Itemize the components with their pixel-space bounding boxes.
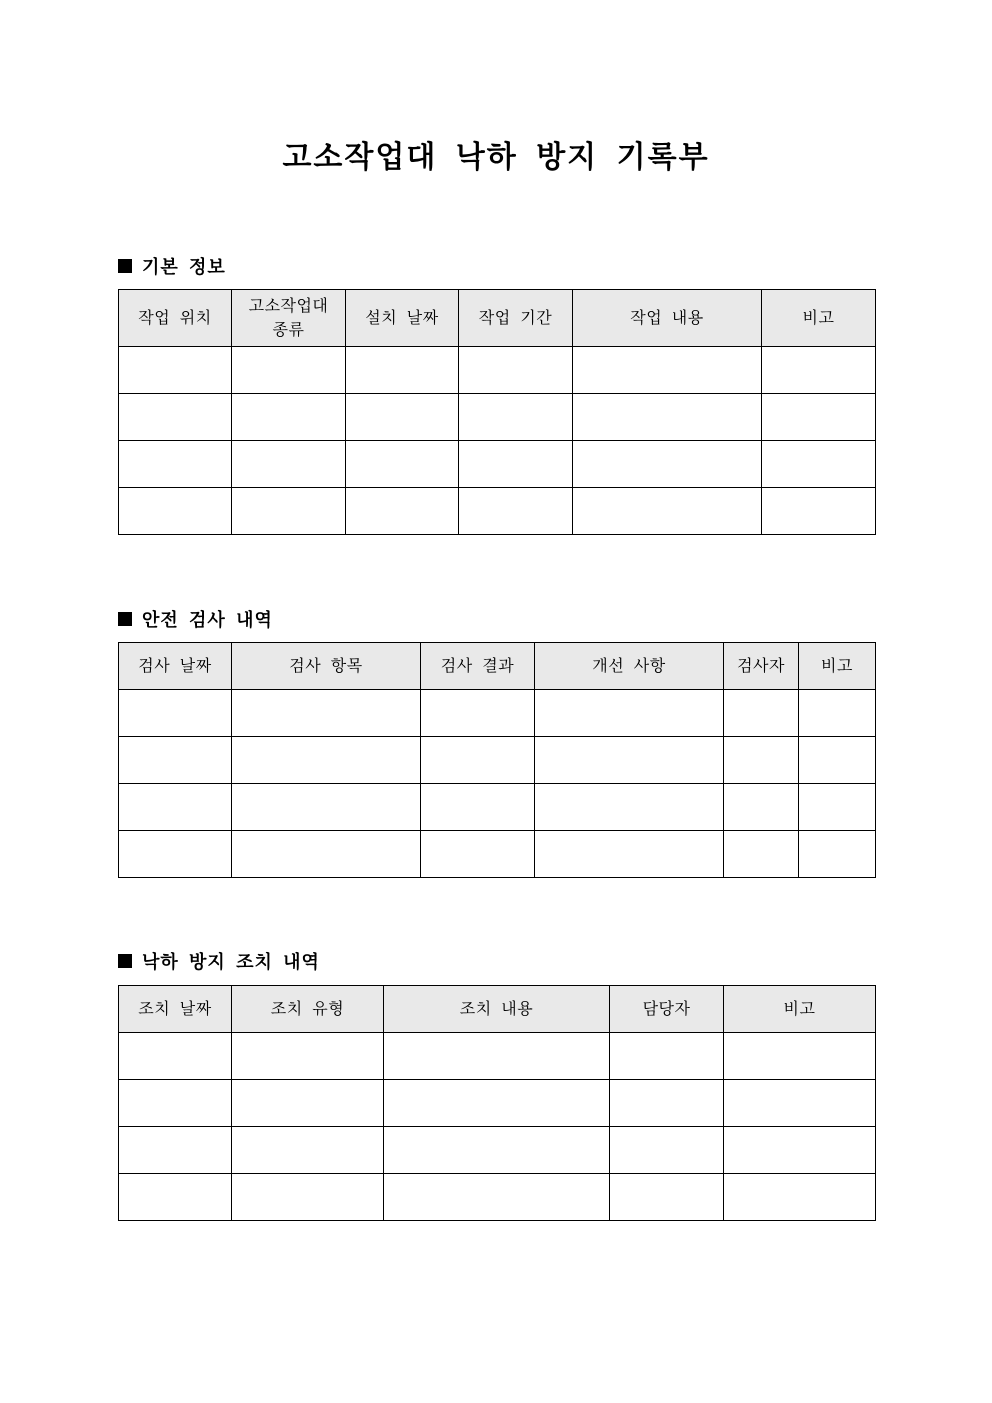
table-header-row bbox=[119, 290, 876, 347]
column-header-work-location: 작업 위치 bbox=[119, 290, 232, 347]
table-cell[interactable] bbox=[799, 831, 876, 878]
table-cell[interactable] bbox=[384, 1127, 610, 1174]
column-header-remarks: 비고 bbox=[724, 986, 876, 1033]
table-cell[interactable] bbox=[573, 488, 762, 535]
table-cell[interactable] bbox=[762, 488, 876, 535]
table-cell[interactable] bbox=[232, 394, 346, 441]
table-cell[interactable] bbox=[573, 394, 762, 441]
column-header-inspection-result: 검사 결과 bbox=[421, 643, 535, 690]
table-cell[interactable] bbox=[119, 1033, 232, 1080]
header-line: 고소작업대 bbox=[248, 296, 329, 315]
table-cell[interactable] bbox=[724, 737, 799, 784]
table-cell[interactable] bbox=[459, 488, 573, 535]
table-cell[interactable] bbox=[119, 347, 232, 394]
table-cell[interactable] bbox=[119, 488, 232, 535]
column-header-action-type: 조치 유형 bbox=[232, 986, 384, 1033]
table-cell[interactable] bbox=[762, 347, 876, 394]
table-header-row bbox=[119, 986, 876, 1033]
table-cell[interactable] bbox=[724, 1174, 876, 1221]
column-header-install-date: 설치 날짜 bbox=[346, 290, 459, 347]
table-cell[interactable] bbox=[799, 690, 876, 737]
table-row bbox=[119, 1127, 876, 1174]
table-cell[interactable] bbox=[384, 1080, 610, 1127]
table-cell[interactable] bbox=[724, 1033, 876, 1080]
table-cell[interactable] bbox=[346, 488, 459, 535]
table-row bbox=[119, 831, 876, 878]
section-heading-fall-prevention bbox=[118, 948, 320, 974]
table-cell[interactable] bbox=[799, 784, 876, 831]
table-row bbox=[119, 690, 876, 737]
table-cell[interactable] bbox=[119, 1080, 232, 1127]
section-heading-label: 기본 정보 bbox=[142, 257, 226, 278]
header-line: 종류 bbox=[272, 320, 305, 339]
table-cell[interactable] bbox=[232, 488, 346, 535]
table-cell[interactable] bbox=[119, 394, 232, 441]
basic-info-table bbox=[118, 289, 876, 535]
table-cell[interactable] bbox=[421, 690, 535, 737]
table-cell[interactable] bbox=[232, 784, 421, 831]
table-cell[interactable] bbox=[421, 831, 535, 878]
table-cell[interactable] bbox=[724, 784, 799, 831]
table-cell[interactable] bbox=[799, 737, 876, 784]
column-header-inspection-date: 검사 날짜 bbox=[119, 643, 232, 690]
table-cell[interactable] bbox=[573, 441, 762, 488]
table-cell[interactable] bbox=[762, 441, 876, 488]
table-cell[interactable] bbox=[535, 690, 724, 737]
table-cell[interactable] bbox=[232, 690, 421, 737]
column-header-inspection-item: 검사 항목 bbox=[232, 643, 421, 690]
section-heading-label: 안전 검사 내역 bbox=[142, 610, 273, 631]
table-cell[interactable] bbox=[610, 1033, 724, 1080]
table-cell[interactable] bbox=[459, 347, 573, 394]
table-row bbox=[119, 784, 876, 831]
table-cell[interactable] bbox=[119, 690, 232, 737]
column-header-remarks: 비고 bbox=[762, 290, 876, 347]
table-header-row bbox=[119, 643, 876, 690]
table-cell[interactable] bbox=[384, 1174, 610, 1221]
table-row bbox=[119, 347, 876, 394]
column-header-lift-type bbox=[232, 290, 346, 347]
section-heading-label: 낙하 방지 조치 내역 bbox=[142, 952, 320, 973]
table-cell[interactable] bbox=[573, 347, 762, 394]
table-cell[interactable] bbox=[724, 1127, 876, 1174]
square-bullet-icon bbox=[118, 954, 132, 968]
table-row bbox=[119, 737, 876, 784]
column-header-improvements: 개선 사항 bbox=[535, 643, 724, 690]
table-row bbox=[119, 1033, 876, 1080]
table-cell[interactable] bbox=[535, 737, 724, 784]
table-cell[interactable] bbox=[610, 1174, 724, 1221]
column-header-action-content: 조치 내용 bbox=[384, 986, 610, 1033]
table-cell[interactable] bbox=[346, 347, 459, 394]
table-cell[interactable] bbox=[421, 737, 535, 784]
table-cell[interactable] bbox=[610, 1080, 724, 1127]
table-row bbox=[119, 1080, 876, 1127]
table-cell[interactable] bbox=[762, 394, 876, 441]
document-title: 고소작업대 낙하 방지 기록부 bbox=[282, 140, 710, 175]
table-cell[interactable] bbox=[535, 784, 724, 831]
table-cell[interactable] bbox=[119, 784, 232, 831]
table-cell[interactable] bbox=[119, 1174, 232, 1221]
table-cell[interactable] bbox=[459, 441, 573, 488]
column-header-person-in-charge: 담당자 bbox=[610, 986, 724, 1033]
table-cell[interactable] bbox=[535, 831, 724, 878]
table-row bbox=[119, 394, 876, 441]
column-header-work-period: 작업 기간 bbox=[459, 290, 573, 347]
table-cell[interactable] bbox=[346, 394, 459, 441]
square-bullet-icon bbox=[118, 259, 132, 273]
table-cell[interactable] bbox=[459, 394, 573, 441]
table-cell[interactable] bbox=[232, 441, 346, 488]
table-cell[interactable] bbox=[724, 690, 799, 737]
table-cell[interactable] bbox=[610, 1127, 724, 1174]
table-row bbox=[119, 1174, 876, 1221]
table-row bbox=[119, 441, 876, 488]
table-cell[interactable] bbox=[232, 1080, 384, 1127]
table-cell[interactable] bbox=[232, 831, 421, 878]
table-cell[interactable] bbox=[119, 441, 232, 488]
table-cell[interactable] bbox=[232, 737, 421, 784]
fall-prevention-table bbox=[118, 985, 876, 1221]
table-row bbox=[119, 488, 876, 535]
column-header-work-content: 작업 내용 bbox=[573, 290, 762, 347]
table-cell[interactable] bbox=[232, 347, 346, 394]
column-header-action-date: 조치 날짜 bbox=[119, 986, 232, 1033]
section-heading-basic-info bbox=[118, 253, 226, 279]
table-cell[interactable] bbox=[119, 737, 232, 784]
column-header-remarks: 비고 bbox=[799, 643, 876, 690]
table-cell[interactable] bbox=[232, 1033, 384, 1080]
table-cell[interactable] bbox=[384, 1033, 610, 1080]
safety-inspection-table bbox=[118, 642, 876, 878]
section-heading-safety-inspection bbox=[118, 606, 273, 632]
table-cell[interactable] bbox=[232, 1174, 384, 1221]
table-cell[interactable] bbox=[724, 831, 799, 878]
table-cell[interactable] bbox=[346, 441, 459, 488]
table-cell[interactable] bbox=[119, 831, 232, 878]
table-cell[interactable] bbox=[119, 1127, 232, 1174]
square-bullet-icon bbox=[118, 612, 132, 626]
table-cell[interactable] bbox=[232, 1127, 384, 1174]
column-header-inspector: 검사자 bbox=[724, 643, 799, 690]
table-cell[interactable] bbox=[421, 784, 535, 831]
table-cell[interactable] bbox=[724, 1080, 876, 1127]
